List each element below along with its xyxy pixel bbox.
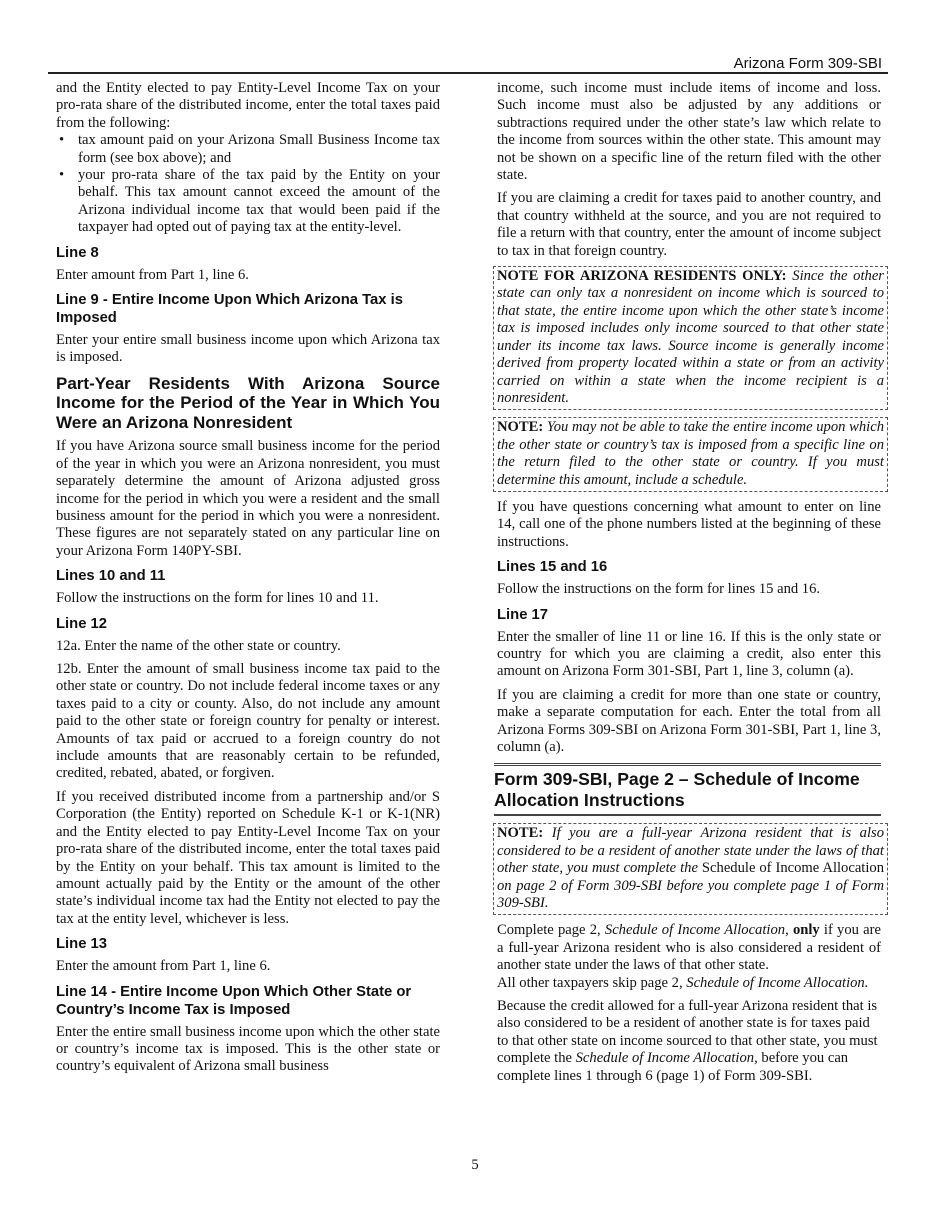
schedule-note [493, 417, 888, 492]
list-item: • your pro-rata share of the tax paid by the Entity on your behalf. This tax amount cannot exceed the amount of the Arizona individual income tax that would been paid if the taxpayer had opted out of paying tax at the entity-level. [56, 167, 440, 237]
page-number: 5 [471, 1157, 479, 1173]
lines15-16-heading: Lines 15 and 16 [497, 559, 608, 576]
skip-page2-text [497, 975, 881, 992]
line14-heading: Line 14 - Entire Income Upon Which Other State or Country’s Income Tax is Imposed [56, 983, 412, 1018]
because-text [497, 998, 881, 1085]
part-year-text: If you have Arizona source small business income for the period of the year in which you were an Arizona nonresident, you must separately determine the amount of Arizona adjusted gross income for the period in which you were a resident and the small business amount for the period in which you were a nonresident. These figures are not separately stated on any particular line on your Arizona Form 140PY-SBI. [56, 438, 440, 559]
note-label: NOTE: [497, 419, 544, 436]
lines15-16-text: Follow the instructions on the form for lines 15 and 16. [497, 581, 821, 598]
note-text: on page 2 of Form 309-SBI before you complete page 1 of Form 309-SBI. [497, 877, 884, 912]
left-column [56, 80, 440, 1082]
line13-heading: Line 13 [56, 936, 107, 953]
line8-text: Enter amount from Part 1, line 6. [56, 266, 249, 283]
note-text: Since the other state can only tax a nonresident on income which is sourced to that state, the entire income upon which the other state’s income tax is imposed includes only income sourced to that other state under its income tax laws. Source income is generally income derived from property located within a state or from an activity carried on within a state when the income recipient is a nonresident. [497, 268, 884, 406]
text-span: All other taxpayers skip page 2, [497, 974, 683, 991]
form-title-header: Arizona Form 309-SBI [733, 55, 882, 72]
note-form-name: Schedule of Income Allocation [701, 860, 885, 877]
list-item: • tax amount paid on your Arizona Small Business Income tax form (see box above); and [56, 132, 440, 167]
complete-page2-text [497, 922, 881, 974]
lines10-11-text: Follow the instructions on the form for lines 10 and 11. [56, 590, 379, 607]
line13-text: Enter the amount from Part 1, line 6. [56, 958, 271, 975]
line12a-text: 12a. Enter the name of the other state or country. [56, 637, 341, 654]
emphasis-only: only [792, 922, 820, 939]
line9-text: Enter your entire small business income upon which Arizona tax is imposed. [56, 332, 440, 366]
line17-text: Enter the smaller of line 11 or line 16. If this is the only state or country for which you are claiming a credit, also enter this amount on Arizona Form 301-SBI, Part 1, line 3, column (a). [497, 628, 881, 680]
text-span: before you can complete lines 1 through 6 (page 1) of Form 309-SBI. [497, 1050, 849, 1084]
line9-heading: Line 9 - Entire Income Upon Which Arizona Tax is Imposed [56, 292, 403, 327]
tax-paid-list [56, 132, 440, 236]
part-year-heading: Part-Year Residents With Arizona Source Income for the Period of the Year in Which You Were an Arizona Nonresident [56, 373, 440, 432]
schedule-name: Schedule of Income Allocation. [686, 974, 869, 991]
questions-text: If you have questions concerning what amount to enter on line 14, call one of the phone numbers listed at the beginning of these instructions. [497, 498, 881, 550]
text-span: , [785, 922, 789, 939]
header-rule [48, 72, 888, 74]
foreign-country-text: If you are claiming a credit for taxes paid to another country, and that country withheld at the source, and you are not required to file a return with that country, enter the amount of income subject to tax in that foreign country. [497, 190, 881, 259]
schedule-name: Schedule of Income Allocation, [575, 1050, 758, 1067]
note-label: NOTE: [497, 825, 544, 842]
line8-heading: Line 8 [56, 244, 99, 261]
text-span: if you are a full-year Arizona resident who is also considered a resident of another state under the laws of that other state. [497, 922, 881, 974]
text-span: Because the credit allowed for a full-year Arizona resident that is also considered to be a resident of another state is for taxes paid to that other state on income sourced to that other state, you must complete the [497, 998, 878, 1067]
text-span: Complete page 2, [497, 922, 601, 939]
line12-heading: Line 12 [56, 615, 107, 632]
note-text: You may not be able to take the entire income upon which the other state or country’s tax is imposed from a specific line on the return filed to the other state or country. If you must determine this amount, include a schedule. [497, 419, 884, 488]
right-column [494, 80, 885, 1091]
note-label: NOTE FOR ARIZONA RESIDENTS ONLY: [497, 268, 787, 285]
schedule-name: Schedule of Income Allocation [604, 922, 786, 939]
line14-text: Enter the entire small business income upon which the other state or country’s income tax is imposed. This is the other state or country’s equivalent of Arizona small business [56, 1023, 440, 1075]
note-text: If you are a full-year Arizona resident that is also considered to be a resident of another state under the laws of that other state, you must complete the [497, 825, 884, 877]
continued-text: income, such income must include items of income and loss. Such income must also be adjusted by any additions or subtractions required under the other state’s law which relate to the income from sources within the other state. This amount may not be shown on a specific line of the return filed with the other state. [497, 80, 881, 184]
intro-paragraph: and the Entity elected to pay Entity-Level Income Tax on your pro-rata share of the distributed income, enter the total taxes paid from the following: [56, 80, 440, 131]
arizona-residents-note [493, 266, 888, 410]
line12b-text: 12b. Enter the amount of small business income tax paid to the other state or country. Do not include federal income taxes or any taxes paid to a city or county. Also, do not include any amount paid to the other state or foreign country for penalty or interest. Amounts of tax paid or accrued to a foreign country do not include amounts that are reasonably certain to be refunded, credited, rebated, abated, or forgiven. [56, 661, 440, 782]
lines10-11-heading: Lines 10 and 11 [56, 568, 166, 585]
full-year-resident-note [493, 823, 888, 915]
distributed-income-text: If you received distributed income from a partnership and/or S Corporation (the Entity) reported on Schedule K-1 or K-1(NR) and the Entity elected to pay Entity-Level Income Tax on your pro-rata share of the distributed income, enter the total taxes paid by the Entity on your behalf. This tax amount is limited to the amount actually paid by the Entity or the amount of the other state’s individual income tax had the Entity not elected to pay the tax at the entity level, whichever is less. [56, 788, 440, 927]
multiple-states-text: If you are claiming a credit for more than one state or country, make a separate computation for each. Enter the total from all Arizona Forms 309-SBI on Arizona Form 301-SBI, Part 1, line 3, column (a). [497, 686, 881, 755]
line17-heading: Line 17 [497, 606, 548, 623]
page2-section-title: Form 309-SBI, Page 2 – Schedule of Income Allocation Instructions [494, 763, 881, 816]
